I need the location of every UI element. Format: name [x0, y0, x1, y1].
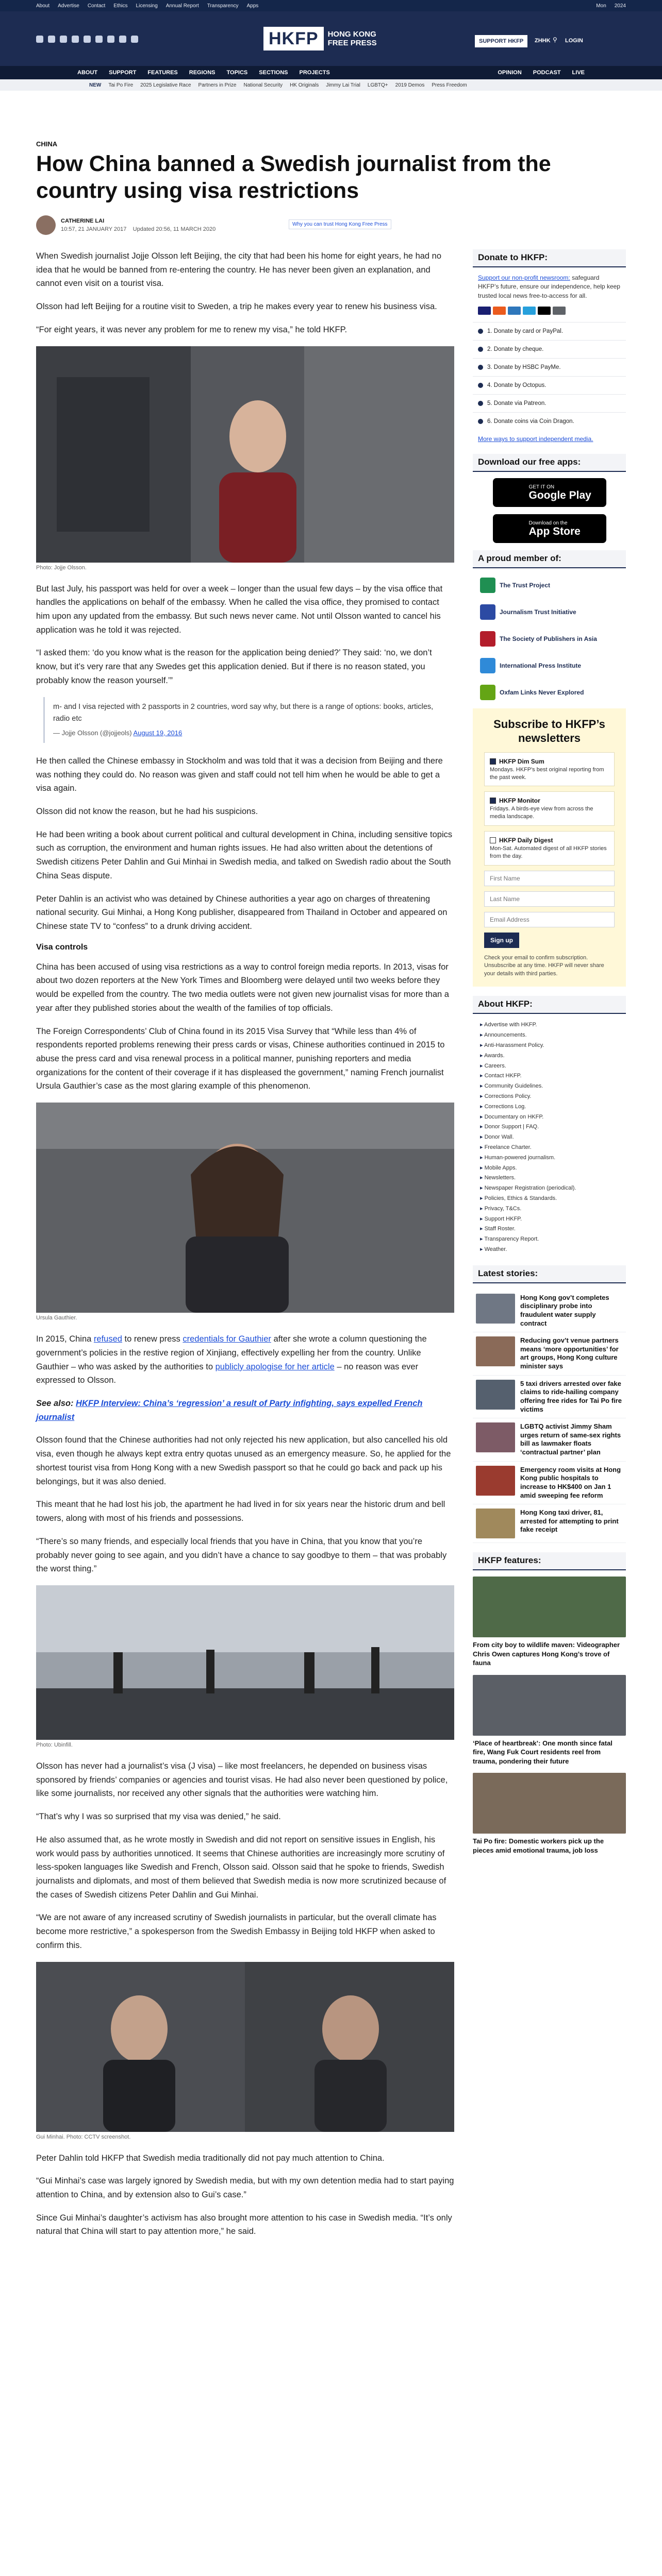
- feature-image: [473, 1675, 626, 1736]
- photo-ursula-gauthier: [36, 1103, 454, 1313]
- donate-heading: Donate to HKFP:: [473, 249, 626, 267]
- utility-date-day: Mon: [596, 3, 606, 9]
- story-title: Hong Kong gov’t completes disciplinary probe into fraudulent water supply contract: [520, 1293, 609, 1327]
- about-link[interactable]: ▸ Community Guidelines.: [480, 1081, 619, 1092]
- newsletter-option-daily-digest[interactable]: [484, 831, 615, 866]
- newsletter-name: HKFP Dim Sum: [499, 757, 544, 765]
- checkbox-checked-icon[interactable]: [490, 758, 496, 765]
- utility-link-ethics[interactable]: Ethics: [113, 3, 128, 9]
- threads-icon[interactable]: [72, 36, 79, 43]
- donate-option-label: 1. Donate by card or PayPal.: [487, 328, 564, 335]
- publish-date: 10:57, 21 JANUARY 2017: [61, 226, 127, 232]
- member-label: International Press Institute: [500, 662, 582, 670]
- trending-link[interactable]: 2019 Demos: [395, 82, 425, 88]
- about-link[interactable]: ▸ Documentary on HKFP.: [480, 1112, 619, 1123]
- about-link[interactable]: ▸ Mobile Apps.: [480, 1163, 619, 1174]
- photo-caption: Ursula Gauthier.: [36, 1315, 77, 1321]
- member-ipi[interactable]: [473, 655, 626, 676]
- login-link[interactable]: LOGIN: [565, 38, 583, 44]
- donate-options: [473, 322, 626, 430]
- trust-project-logo: [480, 578, 495, 593]
- utility-bar: [0, 0, 662, 11]
- utility-link-contact[interactable]: Contact: [87, 3, 106, 9]
- bullet-icon: [478, 419, 483, 424]
- google-pay-icon: [553, 307, 566, 315]
- see-also-link[interactable]: HKFP Interview: China’s ‘regression’ a result of Party infighting, says expelled French journalist: [36, 1399, 423, 1422]
- members-heading: A proud member of:: [473, 550, 626, 568]
- see-also-label: See also:: [36, 1399, 76, 1409]
- newsletter-option-dim-sum[interactable]: [484, 752, 615, 787]
- donate-intro-link[interactable]: Support our non-profit newsroom:: [478, 274, 570, 281]
- donate-option[interactable]: [473, 376, 626, 394]
- app-store-badge[interactable]: [493, 514, 606, 543]
- donate-option-label: 5. Donate via Patreon.: [487, 400, 547, 407]
- story-thumbnail: [476, 1422, 515, 1452]
- donate-option-label: 4. Donate by Octopus.: [487, 382, 547, 389]
- paypal-icon: [523, 307, 536, 315]
- about-link[interactable]: ▸ Contact HKFP.: [480, 1071, 619, 1081]
- logo-line-1: HONG KONG: [327, 29, 376, 39]
- author-avatar: [36, 215, 56, 235]
- about-link[interactable]: ▸ Transparency Report.: [480, 1234, 619, 1245]
- latest-stories: [473, 1290, 626, 1544]
- about-link[interactable]: ▸ Newsletters.: [480, 1173, 619, 1183]
- search-icon[interactable]: ⚲: [553, 36, 557, 43]
- paragraph: Olsson found that the Chinese authorities had not only rejected his new application, but also cancelled his old visa, even though he always kept extra entry quotas unused as an emergency measure. So, he applied for the shortest tourist visa from Hong Kong with a new Swedish passport so that he could go back and pack up his belongings, but it was also denied.: [36, 1435, 451, 1486]
- about-link[interactable]: ▸ Newspaper Registration (periodical).: [480, 1183, 619, 1194]
- linkedin-icon[interactable]: [95, 36, 103, 43]
- story-thumbnail: [476, 1509, 515, 1538]
- rss-icon[interactable]: [119, 36, 126, 43]
- photo-caption: Gui Minhai. Photo: CCTV screenshot.: [36, 2133, 131, 2140]
- story-title: Reducing gov’t venue partners means ‘more opportunities’ for art groups, Hong Kong culture minister says: [520, 1336, 619, 1370]
- member-label: The Society of Publishers in Asia: [500, 635, 597, 643]
- about-link[interactable]: ▸ Corrections Policy.: [480, 1092, 619, 1102]
- google-play-big: Google Play: [528, 489, 591, 501]
- youtube-icon[interactable]: [84, 36, 91, 43]
- feature-story[interactable]: [473, 1675, 626, 1766]
- newsletter-note: Check your email to confirm subscription. Unsubscribe at any time. HKFP will never share your details with third parties.: [484, 954, 604, 977]
- nav-podcast[interactable]: PODCAST: [533, 70, 561, 76]
- feature-story[interactable]: [473, 1773, 626, 1855]
- nav-about[interactable]: ABOUT: [77, 70, 98, 76]
- feature-title: Tai Po fire: Domestic workers pick up the pieces amid emotional trauma, job loss: [473, 1837, 604, 1855]
- donate-option-label: 2. Donate by cheque.: [487, 346, 544, 353]
- instagram-icon[interactable]: [60, 36, 67, 43]
- member-label: The Trust Project: [500, 582, 551, 589]
- trending-link[interactable]: Press Freedom: [432, 82, 467, 88]
- photo-jojje-olsson-art: [36, 346, 454, 563]
- utility-date: [596, 3, 626, 9]
- trending-link[interactable]: Partners in Prize: [198, 82, 237, 88]
- nav-opinion[interactable]: OPINION: [498, 70, 522, 76]
- donate-option[interactable]: [473, 322, 626, 340]
- site-logo[interactable]: [263, 27, 377, 50]
- inline-link[interactable]: credentials for Gauthier: [183, 1334, 271, 1344]
- story-title: Emergency room visits at Hong Kong public hospitals to increase to HK$400 on Jan 1 amid sweeping fee reform: [520, 1465, 621, 1499]
- newsletter-desc: Mon-Sat. Automated digest of all HKFP stories from the day.: [490, 845, 607, 859]
- about-link[interactable]: ▸ Donor Wall.: [480, 1132, 619, 1143]
- email-input[interactable]: [484, 912, 615, 927]
- donate-option-label: 3. Donate by HSBC PayMe.: [487, 364, 561, 371]
- photo-jojje-olsson: [36, 346, 454, 563]
- amex-icon: [508, 307, 521, 315]
- utility-link-transparency[interactable]: Transparency: [207, 3, 239, 9]
- paragraph: China has been accused of using visa restrictions as a way to control foreign media reports. In 2013, visas for about two dozen reporters at the New York Times and Bloomberg were delayed until two weeks before they would be expelled from the country. The two media outlets were not given new journalist visas for more than a year after they published stories about the wealth of the families of top officials.: [36, 962, 449, 1013]
- bullet-icon: [478, 329, 483, 334]
- tweet-author: — Jojje Olsson (@jojjeols): [53, 729, 132, 737]
- paragraph: “We are not aware of any increased scrutiny of Swedish journalists in particular, but the overall climate has become more restrictive,” a spokesperson from the Swedish Embassy in Beijing told HKFP when asked to confirm this.: [36, 1913, 437, 1950]
- jti-logo: [480, 604, 495, 620]
- trending-new-label: NEW: [89, 82, 102, 88]
- payment-card-icons: [473, 307, 626, 315]
- member-label: Oxfam Links Never Explored: [500, 689, 584, 697]
- paragraph: “I asked them: ‘do you know what is the reason for the application being denied?’ They said: ‘no, we don’t know, but it’s very rare that any Swedes get this application denied. But if there is no reason stated, you probably know the reason yourself.’”: [36, 648, 432, 685]
- utility-link-advertise[interactable]: Advertise: [58, 3, 79, 9]
- tweet-date-link[interactable]: August 19, 2016: [133, 729, 183, 737]
- donate-option[interactable]: [473, 394, 626, 412]
- story-title: Hong Kong taxi driver, 81, arrested for attempting to print fake receipt: [520, 1509, 619, 1534]
- sidebar: [473, 249, 626, 1862]
- about-link[interactable]: ▸ Awards.: [480, 1051, 619, 1061]
- member-oxfam[interactable]: [473, 682, 626, 703]
- nav-support[interactable]: SUPPORT: [109, 70, 137, 76]
- main-nav: [0, 66, 662, 79]
- article-title: How China banned a Swedish journalist from the country using visa restrictions: [36, 151, 551, 204]
- newsletter-box: [473, 708, 626, 987]
- bullet-icon: [478, 401, 483, 406]
- paragraph: He also assumed that, as he wrote mostly in Swedish and did not report on sensitive issues in English, his work would pass by authorities unnoticed. It seems that Chinese authorities are increasingly more scrutiny of less-spoken languages like Swedish and French, Olsson said. Olsson said that he spoke to friends, Swedish journalists and diplomats, and most of them believed that Swedish media is now more scrutinized because of the cases of Swedish citizens Peter Dahlin and Gui Minhai.: [36, 1835, 446, 1900]
- support-hkfp-button[interactable]: SUPPORT HKFP: [475, 35, 527, 47]
- donate-option[interactable]: [473, 340, 626, 358]
- paragraph: This meant that he had lost his job, the apartment he had lived in for six years near the historic drum and bell towers, along with most of his friends and possessions.: [36, 1500, 445, 1523]
- about-link[interactable]: ▸ Support HKFP.: [480, 1214, 619, 1225]
- google-play-badge[interactable]: [493, 478, 606, 507]
- member-trust-project[interactable]: [473, 574, 626, 596]
- photo-airport: [36, 1585, 454, 1740]
- donate-option[interactable]: [473, 358, 626, 376]
- about-link[interactable]: ▸ Staff Roster.: [480, 1224, 619, 1234]
- utility-link-licensing[interactable]: Licensing: [136, 3, 158, 9]
- trending-link[interactable]: National Security: [243, 82, 283, 88]
- donate-intro: [473, 274, 626, 300]
- about-link[interactable]: ▸ Advertise with HKFP.: [480, 1020, 619, 1030]
- paragraph: Olsson has never had a journalist’s visa (J visa) – like most freelancers, he depended on business visas sponsored by friends’ companies or agencies and tourist visas. He had also never been questioned by police, like some journalists, nor received any other signals that the authorities were watching him.: [36, 1761, 448, 1799]
- oxfam-logo: [480, 685, 495, 700]
- story-thumbnail: [476, 1294, 515, 1324]
- trending-link[interactable]: LGBTQ+: [367, 82, 388, 88]
- utility-date-year: 2024: [614, 3, 626, 9]
- newsletter-option-monitor[interactable]: [484, 791, 615, 826]
- trending-bar: [0, 79, 662, 91]
- paragraph: Olsson did not know the reason, but he had his suspicions.: [36, 806, 258, 816]
- about-link[interactable]: ▸ Donor Support | FAQ.: [480, 1122, 619, 1132]
- newsletter-title: Subscribe to HKFP’s newsletters: [493, 718, 605, 744]
- story-thumbnail: [476, 1380, 515, 1410]
- language-switch[interactable]: ZHHK: [535, 38, 551, 44]
- paragraph-text: after she wrote a column questioning the government’s policies in the restive region of Xinjiang, effectively expelling her from the country. Unlike Gauthier – who was asked by the authorities to: [36, 1334, 427, 1371]
- latest-story[interactable]: [473, 1462, 626, 1505]
- byline-text: [61, 217, 216, 234]
- paragraph-text: In 2015, China: [36, 1334, 94, 1344]
- about-link[interactable]: ▸ Anti-Harassment Policy.: [480, 1041, 619, 1051]
- latest-story[interactable]: [473, 1376, 626, 1419]
- paragraph: Since Gui Minhai’s daughter’s activism has also brought more attention to his case in Swedish media. “It’s only natural that China will start to pay attention more,” he said.: [36, 2213, 452, 2236]
- masthead: [0, 11, 662, 66]
- first-name-input[interactable]: [484, 871, 615, 886]
- paragraph: He then called the Chinese embassy in Stockholm and was told that it was a decision from Beijing and there was nothing they could do. No reason was given and staff could not tell him when he would be able to get a visa again.: [36, 756, 443, 793]
- checkbox-checked-icon[interactable]: [490, 798, 496, 804]
- donate-option[interactable]: [473, 412, 626, 430]
- nav-live[interactable]: LIVE: [572, 70, 585, 76]
- last-name-input[interactable]: [484, 891, 615, 907]
- member-jti[interactable]: [473, 601, 626, 623]
- mastodon-icon[interactable]: [131, 36, 138, 43]
- social-icons: [36, 36, 138, 43]
- about-link[interactable]: ▸ Policies, Ethics & Standards.: [480, 1194, 619, 1204]
- article-body: [36, 249, 454, 2248]
- about-heading: About HKFP:: [473, 996, 626, 1014]
- trending-link[interactable]: Jimmy Lai Trial: [326, 82, 360, 88]
- x-icon[interactable]: [48, 36, 55, 43]
- mastercard-icon: [493, 307, 506, 315]
- trending-link[interactable]: HK Originals: [290, 82, 319, 88]
- about-list: [473, 1020, 626, 1255]
- feature-title: ‘Place of heartbreak’: One month since fatal fire, Wang Fuk Court residents reel from trauma, pondering their future: [473, 1739, 613, 1765]
- paragraph: Peter Dahlin is an activist who was detained by Chinese authorities a year ago on charges of threatening national security. Gui Minhai, a Hong Kong publisher, disappeared from Thailand in October and appeared on Chinese state TV to “confess” to a drunk driving accident.: [36, 894, 448, 931]
- bullet-icon: [478, 365, 483, 370]
- inline-link[interactable]: refused: [93, 1334, 122, 1344]
- bullet-icon: [478, 347, 483, 352]
- latest-story[interactable]: [473, 1504, 626, 1543]
- photo-caption: Photo: Jojje Olsson.: [36, 564, 87, 571]
- checkbox-unchecked-icon[interactable]: [490, 837, 496, 843]
- photo-gui-minhai: [36, 1962, 454, 2132]
- trending-link[interactable]: Tai Po Fire: [108, 82, 134, 88]
- newsletter-desc: Mondays. HKFP's best original reporting from the past week.: [490, 766, 604, 781]
- tweet-source: [53, 728, 446, 739]
- nav-projects[interactable]: PROJECTS: [299, 70, 330, 76]
- app-store-small: Download on the: [528, 520, 568, 526]
- about-link[interactable]: ▸ Privacy, T&Cs.: [480, 1204, 619, 1214]
- bullet-icon: [478, 383, 483, 388]
- donate-option-label: 6. Donate coins via Coin Dragon.: [487, 418, 574, 425]
- about-link[interactable]: ▸ Weather.: [480, 1245, 619, 1255]
- paragraph: Olsson had left Beijing for a routine visit to Sweden, a trip he makes every year to renew his business visa.: [36, 302, 437, 312]
- newsletter-name: HKFP Monitor: [499, 797, 540, 805]
- trust-link[interactable]: Why you can trust Hong Kong Free Press: [289, 219, 391, 229]
- latest-story[interactable]: [473, 1290, 626, 1333]
- story-thumbnail: [476, 1336, 515, 1366]
- about-link[interactable]: ▸ Careers.: [480, 1061, 619, 1072]
- subheading-visa-controls: Visa controls: [36, 942, 88, 952]
- utility-link-annual-report[interactable]: Annual Report: [166, 3, 199, 9]
- paragraph: “For eight years, it was never any problem for me to renew my visa,” he told HKFP.: [36, 325, 347, 334]
- see-also: [36, 1397, 454, 1424]
- about-link[interactable]: ▸ Freelance Charter.: [480, 1143, 619, 1153]
- logo-line-2: FREE PRESS: [327, 39, 377, 47]
- member-sopa[interactable]: [473, 628, 626, 650]
- logo-wordmark: [328, 30, 377, 48]
- more-ways-link[interactable]: More ways to support independent media.: [478, 435, 593, 443]
- paragraph: When Swedish journalist Jojje Olsson left Beijing, the city that had been his home for eight years, he had no idea that he would be banned from re-entering the country. He has never been given an explanation, and cannot even visit on a tourist visa.: [36, 251, 442, 289]
- logo-mark: HKFP: [263, 27, 324, 50]
- newsletter-name: HKFP Daily Digest: [499, 837, 553, 844]
- paragraph: Peter Dahlin told HKFP that Swedish media traditionally did not pay much attention to China.: [36, 2153, 385, 2163]
- photo-airport-art: [36, 1585, 454, 1740]
- embedded-tweet: [43, 697, 454, 743]
- paragraph: “Gui Minhai’s case was largely ignored by Swedish media, but with my own detention media had to start paying attention to China, and by extension also to Gui’s case.”: [36, 2176, 454, 2200]
- nav-sections[interactable]: SECTIONS: [259, 70, 288, 76]
- nav-regions[interactable]: REGIONS: [189, 70, 216, 76]
- visa-icon: [478, 307, 491, 315]
- nav-topics[interactable]: TOPICS: [226, 70, 248, 76]
- sign-up-button[interactable]: Sign up: [484, 933, 519, 948]
- facebook-icon[interactable]: [36, 36, 43, 43]
- paragraph-text: – no reason was ever expressed to Olsson.: [36, 1362, 419, 1385]
- feature-image: [473, 1773, 626, 1834]
- utility-links: [36, 3, 258, 9]
- latest-story[interactable]: [473, 1332, 626, 1376]
- features-heading: HKFP features:: [473, 1552, 626, 1570]
- story-thumbnail: [476, 1466, 515, 1496]
- app-store-big: App Store: [528, 525, 581, 537]
- donate-intro-text: safeguard HKFP’s future, ensure our independence, help keep trusted local news free-to-access for all.: [478, 274, 620, 299]
- paragraph: But last July, his passport was held for over a week – longer than the usual few days – by the visa office that handles the applications on behalf of the embassy. When he called the visa office, they promised to contact him upon any updated from the embassy. But such news never came. Not until Olsson wanted to cancel his application was he told it was rejected.: [36, 584, 443, 635]
- paragraph-with-links: [36, 1332, 454, 1387]
- byline: [36, 215, 216, 235]
- about-link[interactable]: ▸ Announcements.: [480, 1030, 619, 1041]
- utility-link-apps[interactable]: Apps: [246, 3, 259, 9]
- about-link[interactable]: ▸ Human-powered journalism.: [480, 1153, 619, 1163]
- paragraph: The Foreign Correspondents’ Club of China found in its 2015 Visa Survey that “While less than 4% of respondents reported problems renewing their press cards or visas, Chinese authorities continued in 2015 to abuse the press card and visa renewal process in a political manner, punishing reporters and media organizations for the content of their coverage if it has displeased the government,” naming French journalist Ursula Gauthier’s case as the most glaring example of this phenomenon.: [36, 1026, 445, 1091]
- telegram-icon[interactable]: [107, 36, 114, 43]
- photo-ursula-gauthier-art: [36, 1103, 454, 1313]
- paragraph-text: to renew press: [122, 1334, 183, 1344]
- photo-gui-minhai-art: [36, 1962, 454, 2132]
- feature-image: [473, 1577, 626, 1637]
- ipi-logo: [480, 658, 495, 673]
- apps-heading: Download our free apps:: [473, 454, 626, 472]
- inline-link[interactable]: publicly apologise for her article: [215, 1362, 335, 1371]
- updated-date: Updated 20:56, 11 MARCH 2020: [133, 226, 216, 232]
- tweet-text: m- and I visa rejected with 2 passports in 2 countries, word say why, but there is a range of options: books, articles, radio etc: [53, 702, 434, 723]
- member-label: Journalism Trust Initiative: [500, 608, 576, 616]
- about-link[interactable]: ▸ Corrections Log.: [480, 1102, 619, 1112]
- section-label[interactable]: CHINA: [36, 140, 58, 148]
- apple-pay-icon: [538, 307, 551, 315]
- author-name[interactable]: CATHERINE LAI: [61, 217, 105, 224]
- story-title: 5 taxi drivers arrested over fake claims to ride-hailing company offering free rides for Tai Po fire victims: [520, 1379, 622, 1413]
- trending-link[interactable]: 2025 Legislative Race: [140, 82, 191, 88]
- photo-caption: Photo: Ubinfill.: [36, 1741, 73, 1748]
- google-play-small: GET IT ON: [528, 484, 555, 490]
- utility-link-about[interactable]: About: [36, 3, 50, 9]
- feature-title: From city boy to wildlife maven: Videographer Chris Owen captures Hong Kong’s trove of fauna: [473, 1641, 620, 1667]
- paragraph: “There’s so many friends, and especially local friends that you have in China, that you know that you’re probably never going to see again, and you didn’t have a chance to say goodbye to them – that was probably the worst thing.”: [36, 1536, 447, 1574]
- feature-story[interactable]: [473, 1577, 626, 1668]
- latest-story[interactable]: [473, 1418, 626, 1462]
- latest-heading: Latest stories:: [473, 1265, 626, 1283]
- nav-features[interactable]: FEATURES: [147, 70, 178, 76]
- newsletter-desc: Fridays. A birds-eye view from across the media landscape.: [490, 806, 593, 820]
- paragraph: “That’s why I was so surprised that my visa was denied,” he said.: [36, 1812, 281, 1822]
- paragraph: He had been writing a book about current political and cultural development in China, including sensitive topics such as corruption, the environment and human rights issues. He had also written about the detentions of Swedish citizens Peter Dahlin and Gui Minhai in Swedish media, and talked on Swedish radio about the South China Seas dispute.: [36, 829, 453, 880]
- story-title: LGBTQ activist Jimmy Sham urges return of same-sex rights bill as lawmaker floats ‘contractual partner’ plan: [520, 1422, 621, 1456]
- sopa-logo: [480, 631, 495, 647]
